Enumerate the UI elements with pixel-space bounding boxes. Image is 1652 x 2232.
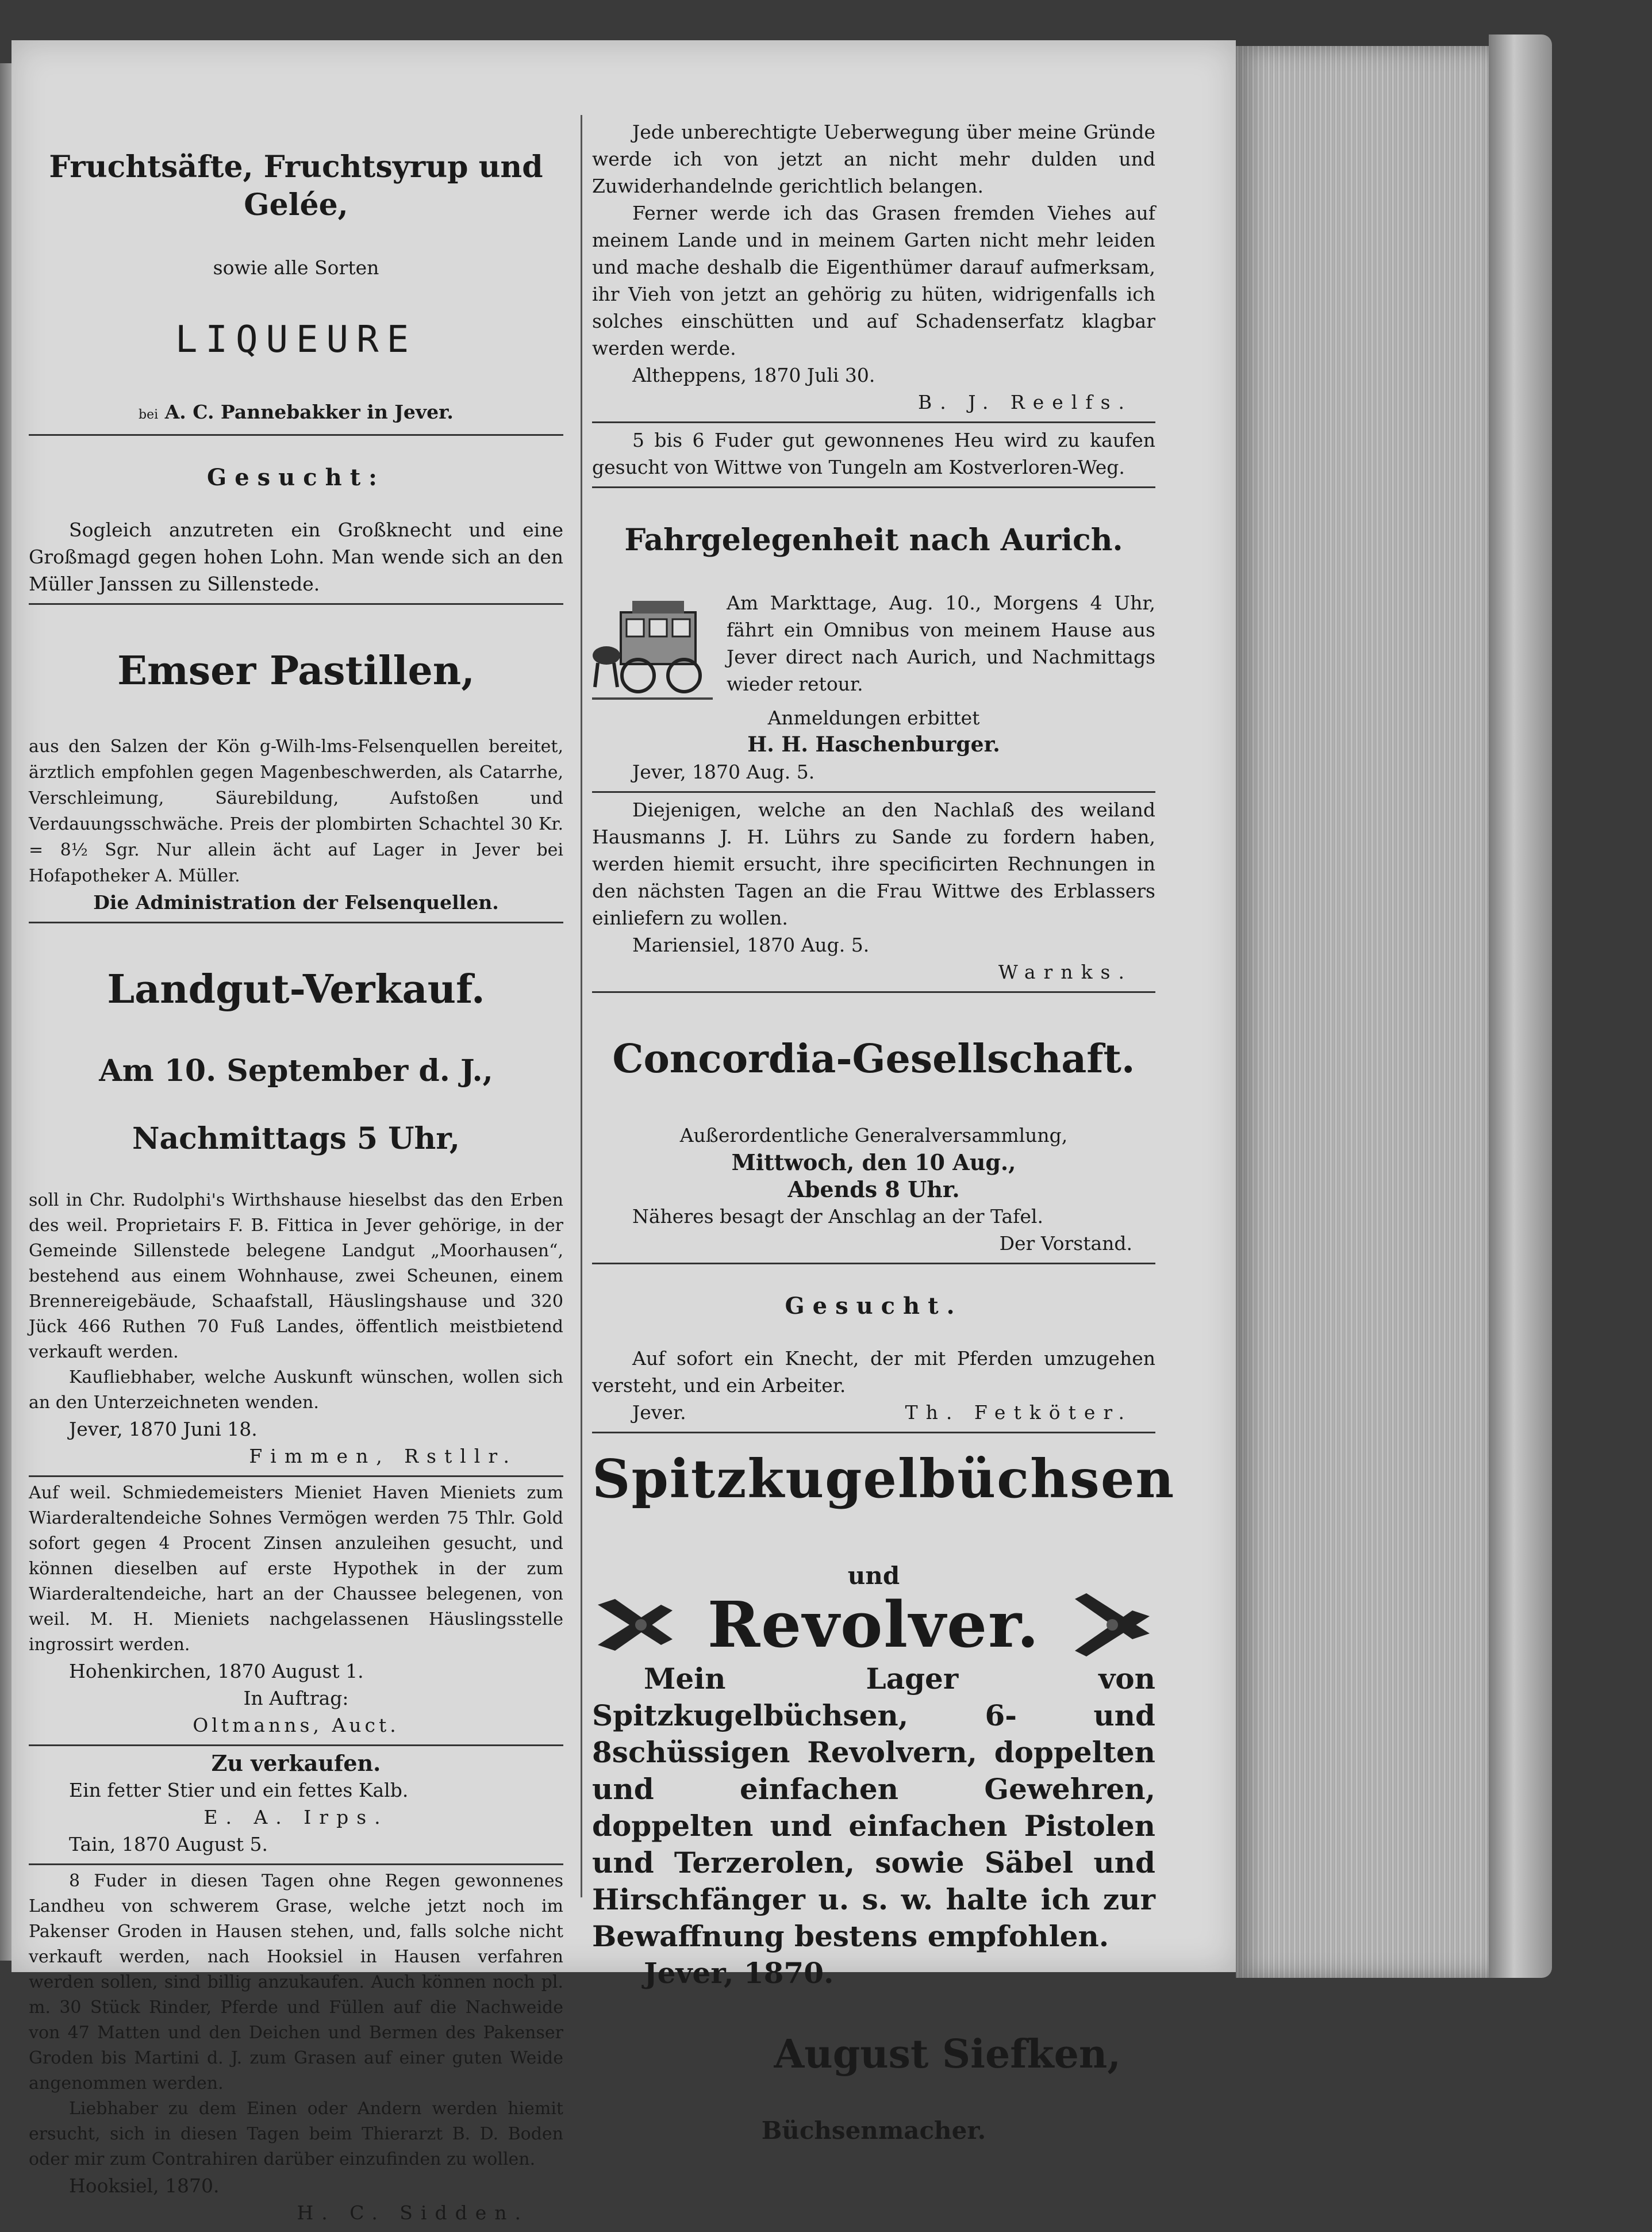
ad-title-2: Revolver. bbox=[707, 1587, 1040, 1662]
ad-heading: Zu verkaufen. bbox=[211, 1750, 381, 1776]
ad-signature: Oltmanns, Auct. bbox=[193, 1714, 399, 1736]
ad-place-date: Jever, 1870 Juni 18. bbox=[69, 1418, 258, 1440]
ad-heu-gesucht bbox=[592, 423, 1155, 488]
ad-nachlass bbox=[592, 793, 1155, 993]
ad-signature: B. J. Reelfs. bbox=[918, 391, 1132, 413]
ad-ueberwegung bbox=[592, 115, 1155, 423]
ad-in-auftrag: In Auftrag: bbox=[243, 1687, 349, 1709]
ad-fruchtsaefte bbox=[29, 115, 563, 436]
ad-emser-pastillen bbox=[29, 605, 563, 923]
ad-place-date: Mariensiel, 1870 Aug. 5. bbox=[632, 934, 870, 956]
ad-body: Auf sofort ein Knecht, der mit Pferden umzugehen versteht, und ein Arbeiter. bbox=[592, 1347, 1155, 1397]
ad-body-2: Ferner werde ich das Grasen fremden Viehes auf meinem Lande und in meinem Garten nicht mehr leiden und mache deshalb die Eigenthümer darauf aufmerksam, ihr Vieh von jetzt an gehörig zu hüten, widrigenfalls ich solches einschütten und auf Schadenserfatz klagbar werden werde. bbox=[592, 202, 1155, 359]
ad-body-with-image bbox=[592, 589, 1155, 704]
ad-darlehen bbox=[29, 1477, 563, 1746]
ad-time: Nachmittags 5 Uhr, bbox=[132, 1121, 460, 1156]
ad-place-date: Jever, 1870 Aug. 5. bbox=[632, 761, 815, 783]
ad-signature: E. A. Irps. bbox=[203, 1806, 389, 1828]
ad-place-date: Altheppens, 1870 Juli 30. bbox=[632, 364, 875, 386]
ad-gesucht-knecht bbox=[592, 1264, 1155, 1433]
book-cover-edge bbox=[1489, 34, 1552, 1978]
ad-line-3: Abends 8 Uhr. bbox=[787, 1176, 960, 1202]
ad-spitzkugelbuechsen bbox=[592, 1433, 1175, 2150]
ad-place: Jever. bbox=[632, 1401, 686, 1424]
ad-seller bbox=[29, 398, 563, 428]
ad-signature: H. C. Sidden. bbox=[297, 2202, 529, 2224]
ad-date: Am 10. September d. J., bbox=[99, 1053, 493, 1088]
ad-line-1: Außerordentliche Generalversammlung, bbox=[679, 1124, 1068, 1146]
ad-seller-prefix: bei bbox=[139, 408, 159, 422]
ad-title: Fahrgelegenheit nach Aurich. bbox=[624, 523, 1123, 558]
ad-signature: H. H. Haschenburger. bbox=[747, 733, 1000, 757]
ad-zu-verkaufen bbox=[29, 1746, 563, 1865]
ad-place-date: Tain, 1870 August 5. bbox=[69, 1833, 268, 1855]
ad-signature: Fimmen, Rstllr. bbox=[249, 1445, 517, 1467]
ad-body-2: Kaufliebhaber, welche Auskunft wünschen, wollen sich an den Unterzeichneten wenden. bbox=[29, 1367, 563, 1413]
left-column bbox=[29, 115, 563, 2232]
ad-footer-line bbox=[592, 1399, 1155, 1426]
ad-body: Sogleich anzutreten ein Großknecht und eine Großmagd gegen hohen Lohn. Man wende sich an den Müller Janssen zu Sillenstede. bbox=[29, 519, 563, 595]
ad-line-2: Mittwoch, den 10 Aug., bbox=[731, 1149, 1016, 1175]
omnibus-illustration bbox=[592, 589, 713, 704]
ad-signature-title: Büchsenmacher. bbox=[761, 2116, 986, 2145]
column-divider bbox=[581, 115, 582, 1897]
book-page-edges bbox=[1236, 46, 1489, 1978]
ad-title-1: Spitzkugelbüchsen bbox=[592, 1448, 1175, 1510]
ad-body: Mein Lager von Spitzkugelbüchsen, 6- und 8schüssigen Revolvern, doppelten und einfachen Gewehren, doppelten und einfachen Pistolen und Terzerolen, sowie Säbel und Hirschfänger u. s. w. halte ich zur Bewaffnung bestens empfohlen. bbox=[592, 1662, 1155, 1953]
ad-body: Diejenigen, welche an den Nachlaß des weiland Hausmanns J. H. Lührs zu Sande zu fordern haben, werden hiemit ersucht, ihre specificirten Rechnungen in den nächsten Tagen an die Frau Wittwe des Erblassers einliefern zu wollen. bbox=[592, 799, 1155, 929]
ad-body: soll in Chr. Rudolphi's Wirthshause hieselbst das den Erben des weil. Proprietairs F. B. Fittica in Jever gehörige, in der Gemeinde Sillenstede belegene Landgut „Moorhausen“, bestehend aus einem Wohnhause, zwei Scheunen, einem Brennereigebäude, Schaafstall, Häuslingshause und 320 Jück 466 Ruthen 70 Fuß Landes, öffentlich meistbietend verkauft werden. bbox=[29, 1190, 563, 1362]
ad-signature: August Siefken, bbox=[774, 2031, 1121, 2077]
crossed-pistols-left-icon bbox=[592, 1593, 690, 1656]
ad-seller-name: A. C. Pannebakker in Jever. bbox=[164, 401, 454, 423]
ad-body: Jede unberechtigte Ueberwegung über meine Gründe werde ich von jetzt an nicht mehr dulden und Zuwiderhandelnde gerichtlich belangen. bbox=[592, 121, 1155, 197]
right-column bbox=[592, 115, 1175, 2150]
ad-body: 5 bis 6 Fuder gut gewonnenes Heu wird zu kaufen gesucht von Wittwe von Tungeln am Kostverloren-Weg. bbox=[592, 429, 1155, 478]
ad-landheu bbox=[29, 1865, 563, 2232]
ad-landgut-verkauf bbox=[29, 923, 563, 1477]
ad-place-date: Hooksiel, 1870. bbox=[69, 2175, 220, 2197]
ad-signature: Warnks. bbox=[998, 961, 1132, 983]
ad-body-2: Liebhaber zu dem Einen oder Andern werden hiemit ersucht, sich in diesen Tagen beim Thierarzt B. D. Boden oder mir zum Contrahiren darüber einzufinden zu wollen. bbox=[29, 2099, 563, 2169]
ad-title-row bbox=[592, 1589, 1155, 1660]
ad-subtitle: sowie alle Sorten bbox=[213, 256, 379, 279]
ad-title: Concordia-Gesellschaft. bbox=[612, 1036, 1135, 1082]
ad-body: Ein fetter Stier und ein fettes Kalb. bbox=[69, 1779, 409, 1801]
ad-place-date: Jever, 1870. bbox=[644, 1956, 834, 1990]
ad-signature: Th. Fetköter. bbox=[905, 1401, 1132, 1424]
ad-title: Emser Pastillen, bbox=[117, 648, 475, 694]
ad-heading: Gesucht. bbox=[785, 1293, 963, 1320]
ad-title: Landgut-Verkauf. bbox=[107, 967, 485, 1013]
ad-body-2: Anmeldungen erbittet bbox=[767, 707, 980, 729]
ad-liqueure: LIQUEURE bbox=[175, 319, 417, 361]
ad-concordia bbox=[592, 993, 1155, 1264]
ad-body: Am Markttage, Aug. 10., Morgens 4 Uhr, fährt ein Omnibus von meinem Hause aus Jever direct nach Aurich, und Nachmittags wieder retour. bbox=[727, 592, 1155, 695]
crossed-pistols-right-icon bbox=[1058, 1593, 1155, 1656]
ad-body: 8 Fuder in diesen Tagen ohne Regen gewonnenes Landheu von schwerem Grase, welche jetzt noch im Pakenser Groden in Hausen stehen, und, falls solche nicht verkauft werden, nach Hooksiel in Hausen verfahren werden sollen, sind billig anzukaufen. Auch können noch pl. m. 30 Stück Rinder, Pferde und Füllen auf die Nachweide von 47 Matten und den Deichen und Bermen des Pakenser Groden bis Martini d. J. zum Grasen auf einer guten Weide angenommen werden. bbox=[29, 1871, 563, 2093]
ad-body: Näheres besagt der Anschlag an der Tafel. bbox=[632, 1205, 1043, 1228]
ad-heading: Gesucht: bbox=[207, 464, 385, 491]
ad-fahrgelegenheit bbox=[592, 488, 1155, 793]
ad-gesucht-grossknecht bbox=[29, 436, 563, 605]
ad-signature: Der Vorstand. bbox=[999, 1232, 1132, 1255]
ad-footer: Die Administration der Felsenquellen. bbox=[93, 891, 499, 914]
ad-body: aus den Salzen der Kön g-Wilh-lms-Felsenquellen bereitet, ärztlich empfohlen gegen Magenbeschwerden, als Catarrhe, Verschleimung, Säurebildung, Aufstoßen und Verdauungsschwäche. Preis der plombirten Schachtel 30 Kr. = 8½ Sgr. Nur allein ächt auf Lager in Jever bei Hofapotheker A. Müller. bbox=[29, 737, 563, 886]
ad-place-date: Hohenkirchen, 1870 August 1. bbox=[69, 1660, 364, 1682]
ad-title: Fruchtsäfte, Fruchtsyrup und Gelée, bbox=[49, 149, 543, 223]
ad-body: Auf weil. Schmiedemeisters Mieniet Haven Mieniets zum Wiarderaltendeiche Sohnes Vermögen werden 75 Thlr. Gold sofort gegen 4 Procent Zinsen anzuleihen gesucht, und können dieselben auf erste Hypothek in der zum Wiarderaltendeiche, hart an der Chaussee belegenen, von weil. M. H. Mieniets nachgelassenen Häuslingsstelle ingrossirt werden. bbox=[29, 1483, 563, 1655]
ad-und: und bbox=[847, 1562, 900, 1590]
